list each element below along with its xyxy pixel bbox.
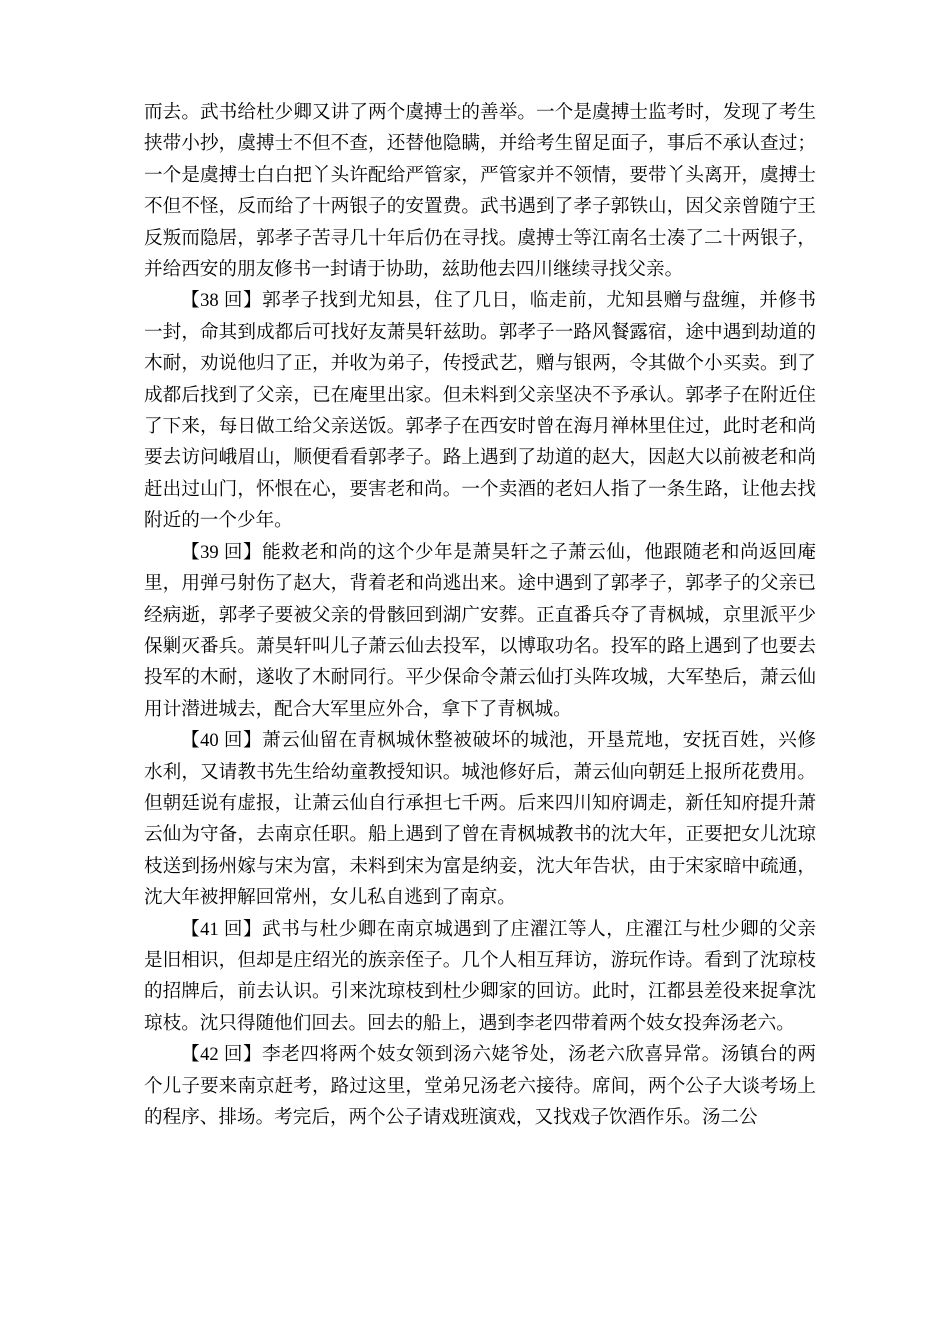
document-page: [144, 97, 816, 1133]
paragraph-chapter-42: [144, 1039, 816, 1133]
chapter-marker: 【38 回】: [181, 290, 263, 312]
paragraph-body: 武书与杜少卿在南京城遇到了庄濯江等人，庄濯江与杜少卿的父亲是旧相识，但却是庄绍光的族亲侄子。几个人相互拜访，游玩作诗。看到了沈琼枝的招牌后，前去认识。引来沈琼枝到杜少卿家的回访。此时，江都县差役来捉拿沈琼枝。沈只得随他们回去。回去的船上，遇到李老四带着两个妓女投奔汤老六。: [144, 918, 816, 1034]
paragraph-body: 萧云仙留在青枫城休整被破坏的城池，开垦荒地，安抚百姓，兴修水利，又请教书先生给幼童教授知识。城池修好后，萧云仙向朝廷上报所花费用。但朝廷说有虚报，让萧云仙自行承担七千两。后来四川知府调走，新任知府提升萧云仙为守备，去南京任职。船上遇到了曾在青枫城教书的沈大年，正要把女儿沈琼枝送到扬州嫁与宋为富，未料到宋为富是纳妾，沈大年告状，由于宋家暗中疏通，沈大年被押解回常州，女儿私自逃到了南京。: [144, 730, 816, 909]
chapter-marker: 【40 回】: [181, 730, 263, 752]
paragraph-chapter-39: [144, 537, 816, 725]
paragraph-chapter-40: [144, 725, 816, 913]
paragraph-continuation: [144, 97, 816, 285]
chapter-marker: 【41 回】: [181, 918, 263, 940]
paragraph-body: 能救老和尚的这个少年是萧昊轩之子萧云仙，他跟随老和尚返回庵里，用弹弓射伤了赵大，背着老和尚逃出来。途中遇到了郭孝子，郭孝子的父亲已经病逝，郭孝子要被父亲的骨骸回到湖广安葬。正直番兵夺了青枫城，京里派平少保剿灭番兵。萧昊轩叫儿子萧云仙去投军，以博取功名。投军的路上遇到了也要去投军的木耐，遂收了木耐同行。平少保命令萧云仙打头阵攻城，大军垫后，萧云仙用计潜进城去，配合大军里应外合，拿下了青枫城。: [144, 541, 816, 720]
paragraph-body: 郭孝子找到尤知县，住了几日，临走前，尤知县赠与盘缠，并修书一封，命其到成都后可找好友萧昊轩兹助。郭孝子一路风餐露宿，途中遇到劫道的木耐，劝说他归了正，并收为弟子，传授武艺，赠与银两，令其做个小买卖。到了成都后找到了父亲，已在庵里出家。但未料到父亲坚决不予承认。郭孝子在附近住了下来，每日做工给父亲送饭。郭孝子在西安时曾在海月禅林里住过，此时老和尚要去访问峨眉山，顺便看看郭孝子。路上遇到了劫道的赵大，因赵大以前被老和尚赶出过山门，怀恨在心，要害老和尚。一个卖酒的老妇人指了一条生路，让他去找附近的一个少年。: [144, 290, 816, 532]
chapter-marker: 【39 回】: [181, 541, 263, 563]
chapter-marker: 【42 回】: [181, 1044, 263, 1066]
paragraph-body: 而去。武书给杜少卿又讲了两个虞搏士的善举。一个是虞搏士监考时，发现了考生挟带小抄，虞搏士不但不查，还替他隐瞒，并给考生留足面子，事后不承认查过；一个是虞搏士白白把丫头许配给严管家，严管家并不领情，要带丫头离开，虞搏士不但不怪，反而给了十两银子的安置费。武书遇到了孝子郭铁山，因父亲曾随宁王反叛而隐居，郭孝子苦寻几十年后仍在寻找。虞搏士等江南名士凑了二十两银子，并给西安的朋友修书一封请于协助，兹助他去四川继续寻找父亲。: [144, 102, 816, 281]
paragraph-chapter-41: [144, 914, 816, 1040]
paragraph-body: 李老四将两个妓女领到汤六姥爷处，汤老六欣喜异常。汤镇台的两个儿子要来南京赶考，路过这里，堂弟兄汤老六接待。席间，两个公子大谈考场上的程序、排场。考完后，两个公子请戏班演戏，又找戏子饮酒作乐。汤二公: [144, 1044, 816, 1128]
paragraph-chapter-38: [144, 285, 816, 536]
